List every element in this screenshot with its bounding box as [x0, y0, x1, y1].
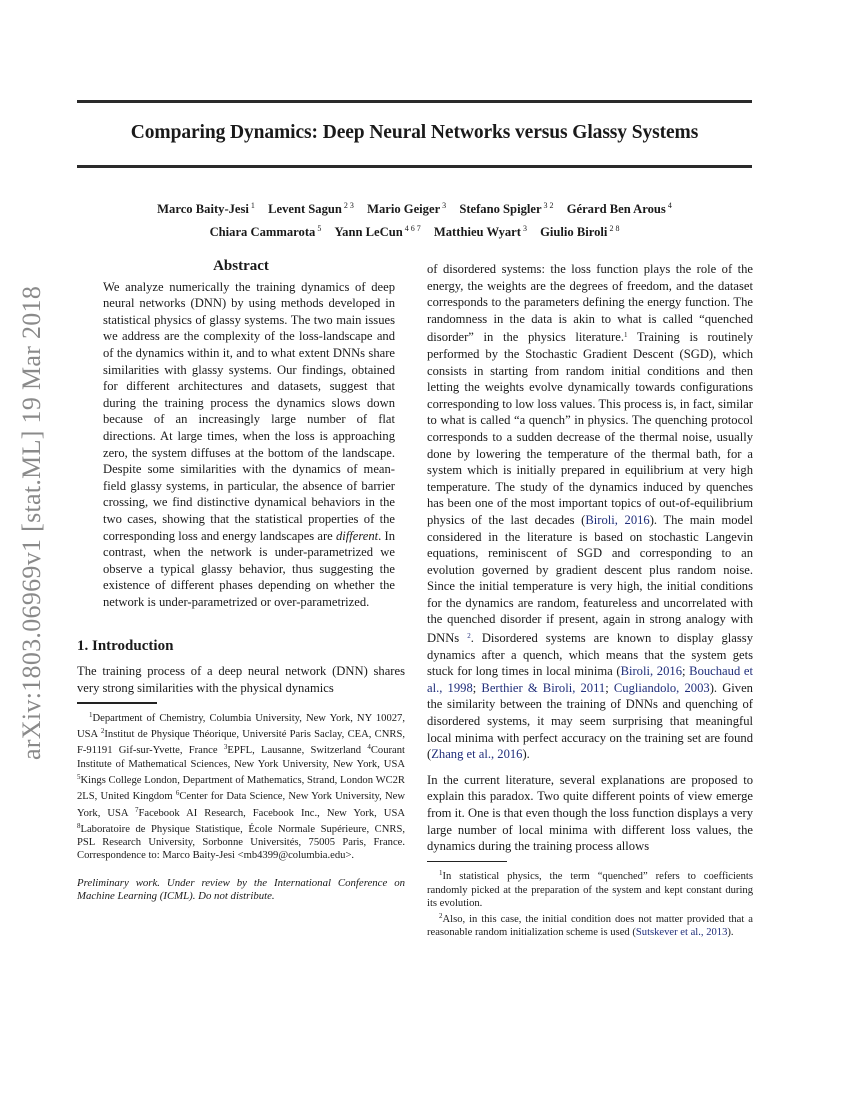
title-rule-top	[77, 100, 752, 103]
author-name: Giulio Biroli	[540, 225, 608, 239]
affiliation-text: Department of Chemistry, Columbia University, New York, NY 10027, USA	[77, 712, 405, 741]
citation-link[interactable]: Zhang et al., 2016	[431, 747, 523, 762]
footnote-marker: 6	[175, 789, 180, 798]
author-affiliation: 4 6 7	[404, 224, 421, 233]
affiliation-text: Facebook AI Research, Facebook Inc., New York, USA	[138, 807, 405, 819]
footnote-text: ).	[727, 927, 734, 939]
author-affiliation: 3 2	[543, 201, 554, 210]
affiliation-text: Laboratoire de Physique Statistique, École Normale Supérieure, CNRS, PSL Research University, Sorbonne Universités, 75005 Paris, France. Correspondence to: Marco Baity-Jesi <mb4399@columbia.edu>.	[77, 823, 405, 862]
author-affiliation: 3	[442, 201, 447, 210]
footnote-1	[427, 867, 753, 910]
author-name: Chiara Cammarota	[209, 225, 316, 239]
abstract-text: We analyze numerically the training dynamics of deep neural networks (DNN) by using methods developed in statistical physics of glassy systems. The two main issues we address are the complexity of the loss-landscape and of the dynamics within it, and to what extent DNNs share similarities with glassy systems. Our findings, obtained for different architectures and datasets, suggest that during the training process the dynamics slows down because of an increasingly large number of flat directions. At large times, when the loss is approaching zero, the system diffuses at the bottom of the landscape. Despite some similarities with the dynamics of mean-field glassy systems, in particular, the absence of barrier crossing, we find distinctive dynamical behaviors in the two cases, showing that the statistical properties of the corresponding loss and energy landscapes are	[103, 279, 395, 543]
footnote-marker: 2	[100, 727, 105, 736]
abstract-text: . In contrast, when the network is under-parametrized we observe a typical glassy behavior, thus suggesting the existence of different phases depending on whether the network is under-parametrized or over-parametrized.	[103, 528, 395, 609]
footnote-marker: 1	[439, 869, 443, 878]
footnote-marker: 5	[77, 772, 81, 781]
footnote-marker: 7	[135, 805, 139, 814]
citation-link[interactable]: Biroli, 2016	[585, 512, 650, 527]
author	[567, 202, 672, 216]
author	[459, 202, 553, 216]
body-text: ).	[522, 747, 530, 762]
paper-title: Comparing Dynamics: Deep Neural Networks versus Glassy Systems	[130, 122, 699, 143]
affiliation-text: Center for Data Science, New York University, New York, USA	[77, 791, 405, 819]
author-affiliation: 2 3	[343, 201, 354, 210]
footnote-marker: 3	[223, 743, 228, 752]
author	[367, 202, 446, 216]
footnote-ref[interactable]: 2	[467, 632, 471, 641]
author-name: Levent Sagun	[268, 202, 342, 216]
author	[540, 225, 619, 239]
abstract-body	[103, 279, 395, 611]
author-affiliation: 5	[317, 224, 322, 233]
author	[434, 225, 527, 239]
footnote-marker: 1	[89, 710, 93, 719]
affiliation-text: Kings College London, Department of Mathematics, Strand, London WC2R 2LS, United Kingdom	[77, 774, 405, 803]
citation-link[interactable]: Cugliandolo, 2003	[613, 680, 710, 695]
affiliations-footnote	[77, 709, 405, 863]
citation-link[interactable]: Bouchaud et al., 1998	[427, 664, 753, 695]
left-column	[77, 258, 405, 904]
citation-link[interactable]: Biroli, 2016	[620, 664, 682, 679]
footnote-2	[427, 910, 753, 940]
abstract-heading: Abstract	[213, 258, 269, 274]
abstract-emphasis: different	[335, 528, 379, 543]
author-affiliation: 2 8	[609, 224, 620, 233]
body-text: of disordered systems: the loss function plays the role of the energy, the weights are the degrees of freedom, and the dataset corresponds to the parameters defining the energy function. The randomness in the data is akin to what is called “quenched disorder” in the physics literature.	[427, 262, 753, 345]
affiliation-text: EPFL, Lausanne, Switzerland	[227, 745, 368, 757]
intro-paragraph: The training process of a deep neural network (DNN) shares very strong similarities with the physical dynamics	[77, 664, 405, 695]
author-affiliation: 3	[522, 224, 527, 233]
author	[334, 225, 420, 239]
author-name: Gérard Ben Arous	[566, 202, 666, 216]
author	[157, 202, 255, 216]
author-list	[77, 196, 752, 242]
citation-link[interactable]: Berthier & Biroli, 2011	[481, 680, 606, 695]
footnote-text: Also, in this case, the initial condition does not matter provided that a reasonable random initialization scheme is used (	[427, 914, 753, 939]
author-name: Marco Baity-Jesi	[157, 202, 249, 216]
body-text: Training is routinely performed by the Stochastic Gradient Descent (SGD), which consists in starting from random initial conditions and then letting the weights evolve dynamically towards configurations corresponding to low loss values. This process is, in fact, similar to what is called “a quench” in physics. The quenching protocol corresponds to a sudden decrease of the thermal noise, usually done by lowering the temperature of the thermal bath, for a system which is initially prepared in equilibrium at very high temperature. The study of the dynamics induced by quenches has been one of the most important topics of out-of-equilibrium physics of the last decades (	[427, 330, 753, 527]
section-heading-introduction: 1. Introduction	[77, 638, 174, 655]
author-name: Mario Geiger	[367, 202, 441, 216]
author	[210, 225, 322, 239]
author-name: Stefano Spigler	[459, 202, 542, 216]
arxiv-stamp: arXiv:1803.06969v1 [stat.ML] 19 Mar 2018	[17, 285, 46, 760]
affiliation-text: Courant Institute of Mathematical Sciences, New York University, New York, USA	[77, 745, 405, 770]
right-column	[427, 261, 753, 940]
footnote-marker: 2	[439, 912, 443, 921]
author-affiliation: 4	[667, 201, 672, 210]
body-text: . Disordered systems are known to display glassy dynamics after a quench, which means that the system gets stuck for long times in local minima (	[427, 631, 753, 679]
author-affiliation: 1	[250, 201, 255, 210]
preliminary-note: Preliminary work. Under review by the International Conference on Machine Learning (ICML). Do not distribute.	[77, 876, 405, 903]
footnote-ref[interactable]: 1	[624, 331, 628, 340]
citation-link[interactable]: Sutskever et al., 2013	[635, 927, 728, 939]
author-name: Yann LeCun	[334, 225, 403, 239]
title-rule-bottom	[77, 165, 752, 168]
intro-paragraph-continued: of disordered systems: the loss function plays the role of the energy, the weights are the degrees of freedom, and the dataset corresponds to the parameters defining the energy function. The randomness in the data is akin to what is called “quenched disorder” in the physics literature.$^1$ Training is routinely performed by the Stochastic Gradient Descent (SGD), which consists in starting from random initial conditions and then letting the weights evolve dynamically towards configurations corresponding to low loss values. This process is, in fact, similar to what is called “a quench” in physics. The quenching protocol corresponds to a sudden decrease of the thermal noise, usually done by lowering the temperature of the thermal bath, for a system which is initially prepared in equilibrium at very high temperature. The study of the dynamics induced by quenches has been one of the most important topics of out-of-equilibrium physics of the last decades (Biroli, 2016). The main model considered in the literature is based on stochastic Langevin equations, reminiscent of SGD and corresponding to an evolution governed by gradient descent plus random noise. Since the initial temperature is very high, the initial conditions for the dynamics are random, featureless and uncorrelated with the quenched disorder if present, again in strong analogy with DNNs $^2$. Disordered systems are known to display glassy dynamics after a quench, which means that the system gets stuck for long times in local minima (Biroli, 2016; Bouchaud et al., 1998; Berthier & Biroli, 2011; Cugliandolo, 2003). Given the similarity between the training of DNNs and quenching of disordered systems, it may seem surprising that meaningful local minima with perfect accuracy on the training set are found (Zhang et al., 2016).	[427, 262, 753, 762]
body-text: ). The main model considered in the literature is based on stochastic Langevin equations, reminiscent of SGD and corresponding to an evolution governed by gradient descent plus random noise. Since the initial temperature is very high, the initial conditions for the dynamics are random, featureless and uncorrelated with the quenched disorder if present, again in strong analogy with DNNs	[427, 512, 753, 646]
body-text: ). Given the similarity between the training of DNNs and quenching of disordered systems, it may seem surprising that meaningful local minima with perfect accuracy on the training set are found (	[427, 680, 753, 762]
affiliation-text: Institut de Physique Théorique, Université Paris Saclay, CEA, CNRS, F-91191 Gif-sur-Yvette, France	[77, 729, 405, 757]
footnote-marker: 8	[77, 821, 81, 830]
footnote-marker: 4	[367, 743, 371, 752]
footnote-rule	[77, 702, 157, 704]
intro-paragraph: In the current literature, several explanations are proposed to explain this paradox. Two quite different points of view emerge from it. One is that even though the loss function displays a very large number of local minima with different loss values, the dynamics during the training process allows	[427, 772, 753, 854]
author-name: Matthieu Wyart	[433, 225, 521, 239]
author	[268, 202, 354, 216]
footnote-rule	[427, 861, 507, 863]
footnote-text: In statistical physics, the term “quenched” refers to coefficients randomly picked at the preparation of the system and kept constant during its evolution.	[427, 871, 753, 909]
